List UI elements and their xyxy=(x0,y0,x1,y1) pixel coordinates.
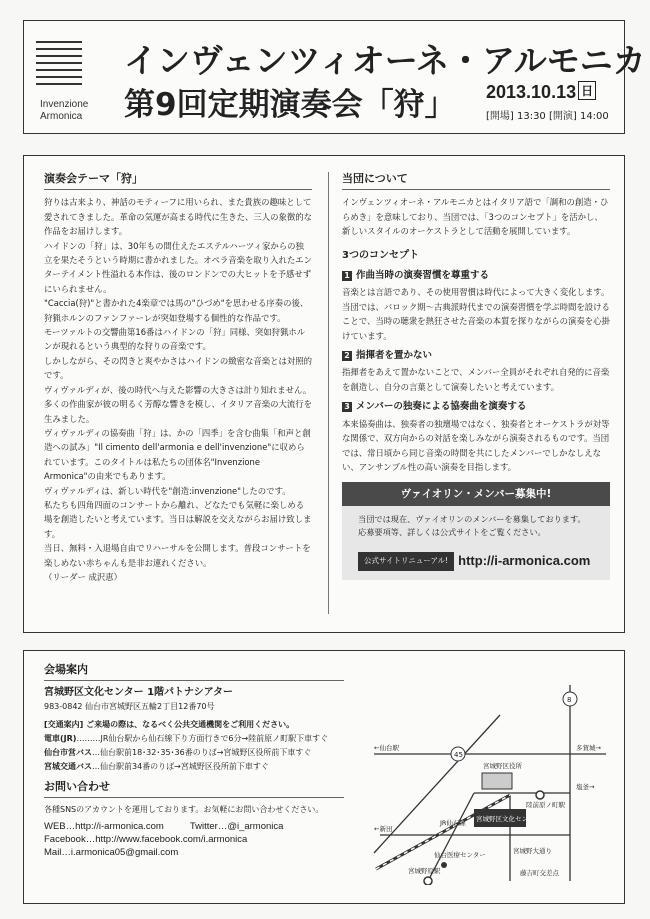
theme-paragraph: モーツァルトの交響曲第16番はハイドンの「狩」同様、突如狩猟ホルンが現れるという典型的な狩りの音楽です。 xyxy=(44,327,306,352)
concept-title-text: メンバーの独奏による協奏曲を演奏する xyxy=(356,401,527,413)
renewal-badge: 公式サイトリニューアル! xyxy=(358,552,454,570)
route-text: …仙台駅前34番のりば→宮城野区役所前下車すぐ xyxy=(92,762,269,771)
concept-text-1: 音楽とは言語であり、その使用習慣は時代によって大きく変化します。当団では、バロック期～古典派時代までの演奏習慣を学ぶ時間を設けることで、当時の聴衆を熱狂させた音楽の本質を探りながらの演奏を心掛けています。 xyxy=(342,287,610,341)
concept-number: 1 xyxy=(342,271,352,281)
route-label: 電車(JR) xyxy=(44,734,77,743)
route-item xyxy=(44,760,364,774)
label-culture-center: 宮城野区文化センター xyxy=(476,815,541,823)
concept-number: 2 xyxy=(342,351,352,361)
theme-signature: （リーダー 成沢恵） xyxy=(44,571,123,582)
venue-map xyxy=(370,685,610,885)
theme-paragraph: ヴィヴァルディは、新しい時代を"創造:invenzione"したのです。 xyxy=(44,485,291,496)
route-label: 仙台市営バス xyxy=(44,748,92,757)
about-column xyxy=(342,172,610,580)
concepts-heading: 3つのコンセプト xyxy=(342,249,419,261)
label-kinsei: 藤吉町交差点 xyxy=(520,869,559,877)
theme-column xyxy=(44,172,312,584)
label-jr-senseki: JR仙石線 xyxy=(440,819,466,827)
column-divider xyxy=(328,172,329,614)
label-shiogama: 塩釜→ xyxy=(576,783,595,791)
about-heading: 当団について xyxy=(342,172,610,190)
concept-title-text: 作曲当時の演奏習慣を尊重する xyxy=(356,270,490,282)
label-ward-office: 宮城野区役所 xyxy=(483,762,522,770)
logo-text-line1: Invenzione xyxy=(40,99,89,110)
theme-paragraph: ハイドンの「狩」は、30年もの間仕えたエステルハーツィ家からの独立を果たそうという時期に書かれました。オペラ音楽を取り入れたエンターテイメント性溢れる本作は、後のロンドンでの大ヒットを予感せずにいられません。 xyxy=(44,240,312,294)
web-link[interactable]: WEB…http://i-armonica.com xyxy=(44,821,164,832)
recruit-text-1: 当団では現在、ヴァイオリンのメンバーを募集しております。 xyxy=(358,514,586,525)
label-route45: 45 xyxy=(454,751,463,759)
ward-office-marker xyxy=(482,773,512,789)
theme-paragraph: 当日、無料・入退場自由でリハーサルを公開します。普段コンサートを楽しめない赤ちゃんも是非お連れください。 xyxy=(44,543,311,568)
label-tagajo: 多賀城→ xyxy=(576,744,601,752)
mail-link[interactable]: Mail…i.armonica05@gmail.com xyxy=(44,847,179,858)
concept-number: 3 xyxy=(342,402,352,412)
theme-paragraph: 私たちも四角四面のコンサートから離れ、どなたでも気軽に楽しめる場を創造したいと考えています。当日は解説を交えながらお届け致します。 xyxy=(44,499,312,539)
route-item xyxy=(44,746,364,760)
route-label: 宮城交通バス xyxy=(44,762,92,771)
day-badge: 日 xyxy=(578,81,596,100)
contact-web-row xyxy=(44,820,364,833)
label-miyaginohara: 宮城野原駅 xyxy=(408,867,441,875)
label-nigata: ←新田 xyxy=(374,825,393,833)
facebook-link[interactable]: Facebook…http://www.facebook.com/i.armonica xyxy=(44,834,248,845)
concept-title-text: 指揮者を置かない xyxy=(356,350,433,362)
label-miyagino-dori: 宮城野大通り xyxy=(513,847,552,855)
contact-heading: お問い合わせ xyxy=(44,780,344,798)
label-sendai-sta: ←仙台駅 xyxy=(374,744,399,752)
concert-times: [開場] 13:30 [開演] 14:00 xyxy=(486,111,609,122)
recruit-url-row xyxy=(358,552,590,570)
title-ensemble-name: インヴェンツィオーネ・アルモニカ xyxy=(124,41,646,80)
miyaginohara-station-marker xyxy=(424,877,432,885)
access-note: [交通案内] ご来場の際は、なるべく公共交通機関をご利用ください。 xyxy=(44,720,295,729)
header-panel xyxy=(23,20,646,134)
label-route8: 8 xyxy=(567,696,572,704)
concept-text-3: 本来協奏曲は、独奏者の独壇場ではなく、独奏者とオーケストラが対等な関係で、双方向からの対話を楽しみながら演奏されるものです。当団では、常日頃から同じ音楽の時間を共にしたメンバーでしかなしえない、アンサンブル性の高い演奏を目指します。 xyxy=(342,418,610,472)
route-text: …仙台駅前18･32･35･36番のりば→宮城野区役所前下車すぐ xyxy=(92,748,312,757)
theme-paragraph: ヴィヴァルディの協奏曲「狩」は、かの「四季」を含む曲集「和声と創造への試み」"Il cimento dell'armonia e dell'invenzione"に収められています。このタイトルは私たちの団体名"Invenzione Armonica"の由来でもあります。 xyxy=(44,427,311,482)
theme-paragraph: "Caccia(狩)"と書かれた4楽章では馬の"ひづめ"を思わせる序奏の後、狩猟ホルンのファンファーレが突如登場する個性的な作品です。 xyxy=(44,298,309,323)
theme-heading: 演奏会テーマ「狩」 xyxy=(44,172,312,190)
title-concert-name: 第9回定期演奏会「狩」 xyxy=(124,87,456,123)
recruit-banner: ヴァイオリン・メンバー募集中! xyxy=(342,482,610,506)
label-hospital: 仙台医療センター xyxy=(434,851,486,859)
main-panel xyxy=(23,155,625,633)
venue-name: 宮城野区文化センター 1階パトナシアター xyxy=(44,687,233,698)
contact-note: 各種SNSのアカウントを運用しております。お気軽にお問い合わせください。 xyxy=(44,805,324,814)
concept-text-2: 指揮者をあえて置かないことで、メンバー全員がそれぞれ自発的に音楽を創造し、自分の言葉として演奏したいと考えています。 xyxy=(342,367,610,392)
concert-date xyxy=(486,81,596,103)
concept-title-1 xyxy=(342,269,610,283)
label-rikuzen: 陸前原ノ町駅 xyxy=(526,801,565,809)
recruit-box xyxy=(342,482,610,580)
road-diagonal xyxy=(374,715,500,853)
venue-address: 983-0842 仙台市宮城野区五輪2丁目12番70号 xyxy=(44,702,215,711)
info-panel xyxy=(23,650,625,904)
theme-paragraph: しかしながら、その閃きと爽やかさはハイドンの緻密な音楽とは対照的です。 xyxy=(44,355,312,381)
rikuzen-station-marker xyxy=(536,791,544,799)
about-text: インヴェンツィオーネ・アルモニカとはイタリア語で「調和の創造・ひらめき」を意味しており、当団では、「3つのコンセプト」を活かし、新しいスタイルのオーケストラとして活動を展開しています。 xyxy=(342,197,609,237)
concept-title-3 xyxy=(342,400,610,414)
route-item xyxy=(44,732,364,746)
recruit-text-2: 応募要項等、詳しくは公式サイトをご覧ください。 xyxy=(358,527,546,538)
theme-paragraph: 狩りは古来より、神話のモティーフに用いられ、また貴族の趣味として愛されてきました。革命の気運が高まる時代に生きた、三人の象徴的な作品をお届けします。 xyxy=(44,197,312,237)
concept-title-2 xyxy=(342,349,610,363)
theme-paragraph: ヴィヴァルディが、後の時代へ与えた影響の大きさは計り知れません。多くの作曲家が彼の明るく芳醇な響きを模し、イタリア音楽の大流行を生みました。 xyxy=(44,384,312,424)
logo-text-line2: Armonica xyxy=(40,111,83,122)
hospital-marker xyxy=(441,862,447,868)
venue-contact-column xyxy=(44,663,364,859)
route-text: ………JR仙台駅から仙石線下り方面行きで6分→陸前原ノ町駅下車すぐ xyxy=(76,734,329,743)
twitter-link[interactable]: Twitter…@i_armonica xyxy=(189,821,284,832)
official-site-link[interactable]: http://i-armonica.com xyxy=(458,553,591,569)
date-text: 2013.10.13 xyxy=(486,82,577,102)
venue-heading: 会場案内 xyxy=(44,663,344,681)
